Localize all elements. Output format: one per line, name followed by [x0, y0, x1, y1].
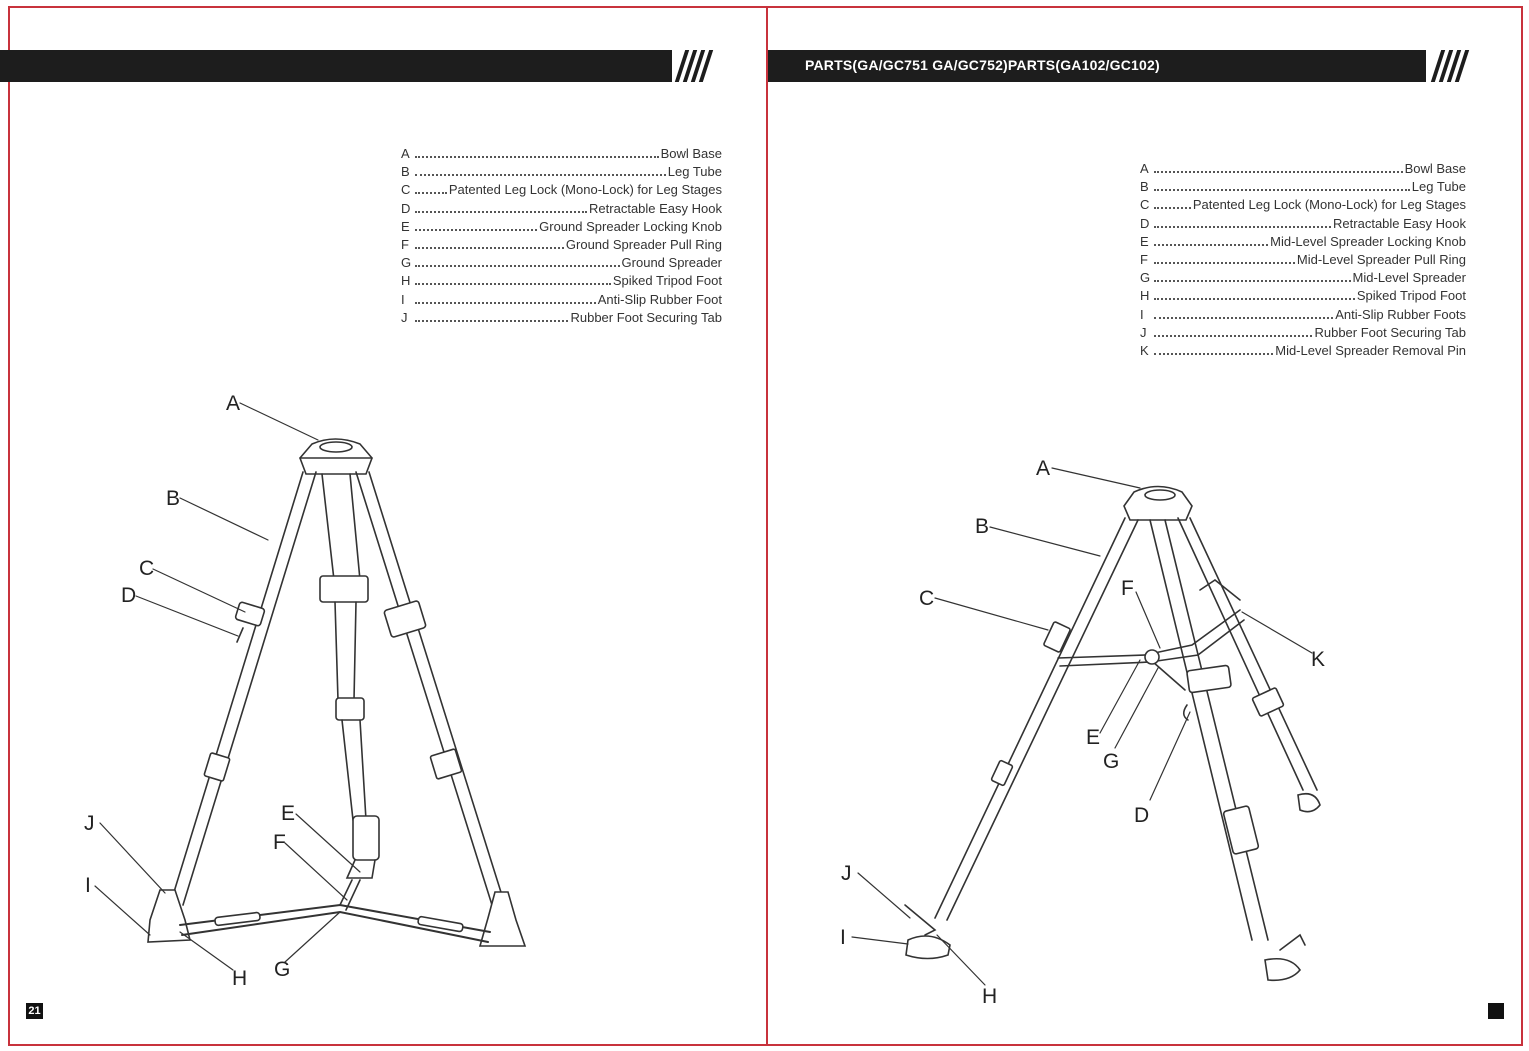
callout-right-I: I [840, 926, 846, 949]
legend-part-name: Spiked Tripod Foot [1356, 288, 1466, 304]
callout-left-H: H [232, 967, 248, 990]
legend-key: H [401, 273, 411, 289]
callout-right-E: E [1086, 726, 1101, 749]
legend-key: C [1140, 197, 1150, 213]
right-page-number-block [1488, 1003, 1504, 1019]
legend-part-name: Patented Leg Lock (Mono-Lock) for Leg Stages [1192, 197, 1466, 213]
legend-key: B [1140, 179, 1149, 195]
legend-part-name: Bowl Base [660, 146, 722, 161]
callout-left-E: E [281, 802, 296, 825]
legend-key: H [1140, 288, 1150, 304]
legend-part-name: Ground Spreader Pull Ring [565, 237, 722, 253]
callout-left-J: J [84, 812, 95, 835]
legend-key: E [401, 218, 410, 234]
legend-part-name: Rubber Foot Securing Tab [1314, 324, 1466, 340]
legend-key: I [1140, 306, 1144, 322]
legend-part-name: Mid-Level Spreader Removal Pin [1275, 343, 1466, 359]
legend-key: A [1140, 161, 1149, 176]
legend-key: J [1140, 324, 1147, 340]
callout-right-F: F [1121, 577, 1134, 600]
callout-left-I: I [85, 874, 91, 897]
legend-part-name: Ground Spreader [621, 255, 722, 271]
callout-left-D: D [121, 584, 137, 607]
callout-left-C: C [139, 557, 155, 580]
legend-part-name: Anti-Slip Rubber Foot [597, 291, 722, 307]
callout-right-A: A [1036, 457, 1051, 480]
callout-right-K: K [1311, 648, 1326, 671]
legend-key: F [401, 237, 409, 253]
parts-header-title: PARTS(GA/GC751 GA/GC752)PARTS(GA102/GC102) [805, 57, 1160, 73]
callout-left-B: B [166, 487, 181, 510]
left-page-number: 21 [26, 1003, 43, 1019]
legend-part-name: Leg Tube [1411, 179, 1466, 195]
legend-part-name: Ground Spreader Locking Knob [539, 218, 722, 234]
legend-key: E [1140, 233, 1149, 249]
legend-part-name: Mid-Level Spreader [1352, 270, 1466, 286]
callout-right-H: H [982, 985, 998, 1008]
callout-right-J: J [841, 862, 852, 885]
legend-key: G [401, 255, 412, 271]
right-tripod-drawing [905, 487, 1320, 981]
legend-key: K [1140, 343, 1149, 359]
legend-key: D [1140, 215, 1150, 231]
legend-part-name: Rubber Foot Securing Tab [570, 309, 722, 325]
legend-part-name: Mid-Level Spreader Locking Knob [1270, 233, 1466, 249]
legend-part-name: Mid-Level Spreader Pull Ring [1296, 252, 1466, 268]
legend-part-name: Anti-Slip Rubber Foots [1335, 306, 1466, 322]
legend-key: A [401, 146, 410, 161]
legend-key: G [1140, 270, 1151, 286]
callout-right-C: C [919, 587, 935, 610]
legend-part-name: Bowl Base [1404, 161, 1466, 176]
legend-key: F [1140, 252, 1148, 268]
legend-key: I [401, 291, 405, 307]
legend-key: J [401, 309, 408, 325]
legend-key: B [401, 164, 410, 180]
legend-part-name: Patented Leg Lock (Mono-Lock) for Leg Stages [448, 182, 722, 198]
legend-key: D [401, 200, 411, 216]
callout-left-F: F [273, 831, 286, 854]
callout-right-D: D [1134, 804, 1150, 827]
legend-part-name: Retractable Easy Hook [589, 200, 722, 216]
legend-part-name: Spiked Tripod Foot [612, 273, 722, 289]
callout-left-A: A [226, 392, 241, 415]
left-tripod-drawing [148, 439, 525, 946]
legend-key: C [401, 182, 411, 198]
callout-left-G: G [274, 958, 291, 981]
callout-right-G: G [1103, 750, 1120, 773]
callout-right-B: B [975, 515, 990, 538]
legend-part-name: Leg Tube [667, 164, 722, 180]
legend-part-name: Retractable Easy Hook [1333, 215, 1466, 231]
